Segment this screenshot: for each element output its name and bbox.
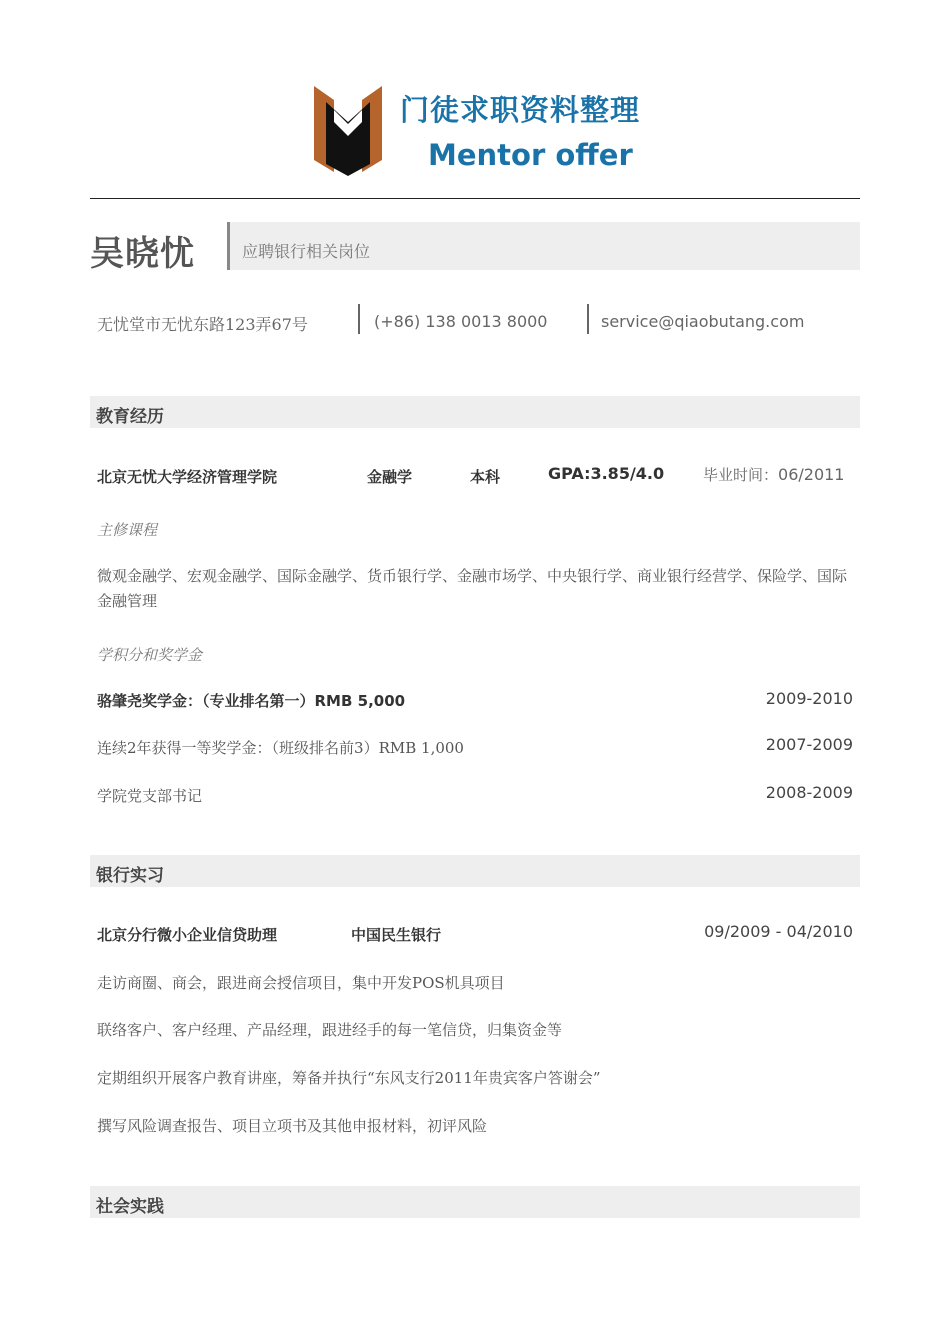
award-item: 学院党支部书记: [97, 787, 203, 805]
graduation-label: 毕业时间：: [703, 466, 779, 484]
section-title: 银行实习: [96, 866, 164, 886]
target-position-box: [227, 222, 860, 270]
section-title: 社会实践: [96, 1197, 164, 1217]
award-period: 2007-2009: [765, 735, 853, 754]
major: 金融学: [367, 468, 413, 486]
duty-item: 走访商圈、商会，跟进商会授信项目，集中开发POS机具项目: [97, 974, 505, 992]
target-position: 应聘银行相关岗位: [242, 242, 371, 261]
award-item: 连续2年获得一等奖学金：（班级排名前3）RMB 1,000: [97, 739, 464, 757]
contact-phone: (+86) 138 0013 8000: [374, 312, 548, 331]
contact-divider: [587, 304, 589, 334]
candidate-name: 吴晓忧: [90, 234, 195, 274]
section-education: [90, 396, 860, 428]
courses-title: 主修课程: [97, 521, 158, 539]
award-period: 2008-2009: [765, 783, 853, 802]
section-internship: [90, 855, 860, 887]
graduation-date: 06/2011: [778, 465, 845, 484]
duty-item: 联络客户、客户经理、产品经理，跟进经手的每一笔信贷，归集资金等: [97, 1021, 563, 1039]
degree: 本科: [470, 468, 501, 486]
award-period: 2009-2010: [765, 689, 853, 708]
school-name: 北京无忧大学经济管理学院: [97, 468, 278, 486]
courses-list: 微观金融学、宏观金融学、国际金融学、货币银行学、金融市场学、中央银行学、商业银行经营学、保险学、国际金融管理: [97, 567, 848, 610]
header-divider: [90, 198, 860, 199]
graduation-info: [703, 464, 844, 485]
brand-title-en: Mentor offer: [428, 138, 633, 172]
gpa: GPA:3.85/4.0: [548, 464, 665, 483]
awards-title: 学积分和奖学金: [97, 646, 203, 664]
contact-divider: [358, 304, 360, 334]
internship-role: 北京分行微小企业信贷助理: [97, 926, 278, 944]
duty-item: 定期组织开展客户教育讲座，筹备并执行“东风支行2011年贵宾客户答谢会”: [97, 1069, 601, 1087]
internship-period: 09/2009 - 04/2010: [704, 922, 853, 941]
contact-email: service@qiaobutang.com: [601, 312, 805, 331]
internship-company: 中国民生银行: [351, 926, 442, 944]
section-title: 教育经历: [96, 407, 164, 427]
contact-address: 无忧堂市无忧东路123弄67号: [97, 315, 308, 334]
award-item: 骆肇尧奖学金：（专业排名第一）RMB 5,000: [97, 692, 406, 710]
brand-title-cn: 门徒求职资料整理: [400, 93, 641, 127]
duty-item: 撰写风险调查报告、项目立项书及其他申报材料，初评风险: [97, 1117, 488, 1135]
mentor-logo-icon: [312, 82, 384, 176]
section-social-practice: [90, 1186, 860, 1218]
